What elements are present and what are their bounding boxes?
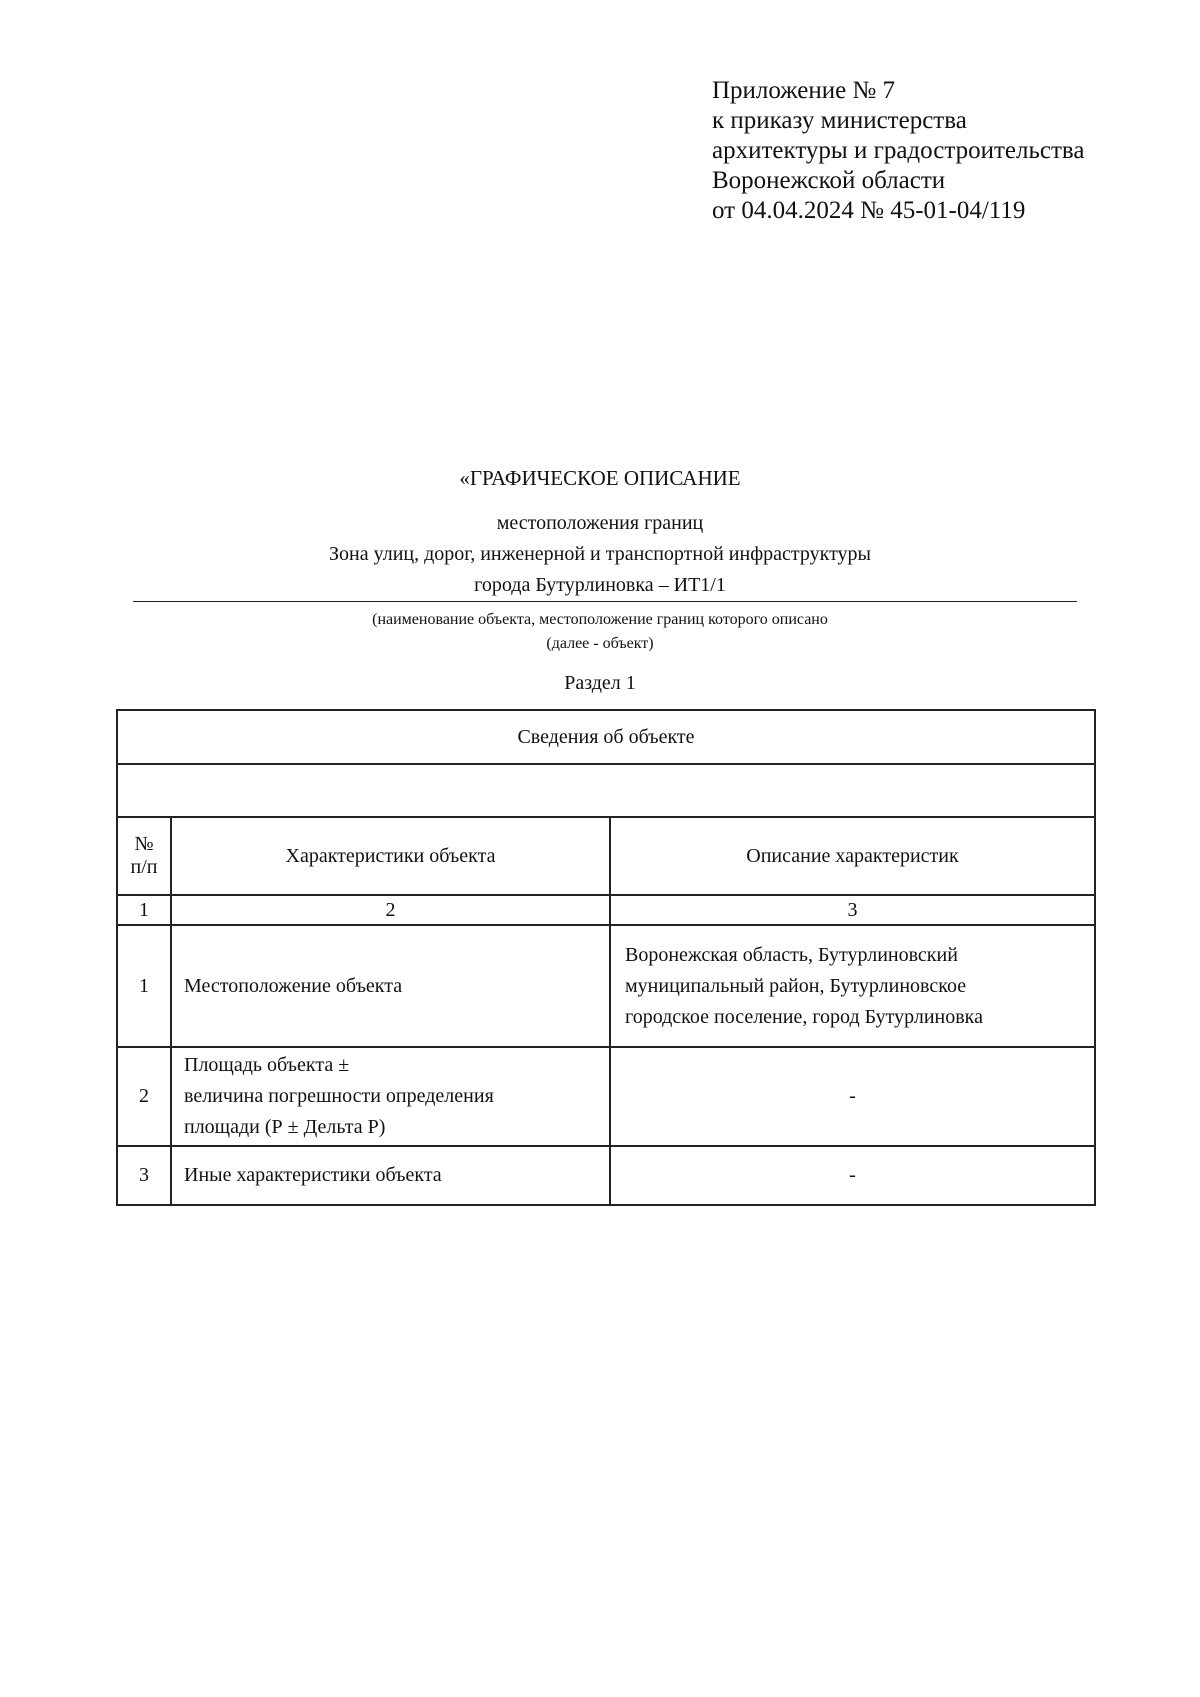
subtitle-line: города Бутурлиновка – ИТ1/1 — [474, 574, 726, 596]
header-num — [117, 817, 171, 895]
note-line: (наименование объекта, местоположение границ которого описано — [372, 611, 828, 628]
row-characteristic — [171, 1146, 610, 1205]
header-num-line: п/п — [130, 856, 158, 878]
header-num-line: № — [134, 833, 154, 855]
appendix-line: архитектуры и градостроительства — [712, 137, 1085, 164]
table-caption: Сведения об объекте — [117, 710, 1095, 764]
description-line: городское поселение, город Бутурлиновка — [625, 1005, 983, 1028]
row-description — [610, 1047, 1095, 1146]
row-number: 2 — [117, 1047, 171, 1146]
description-line: - — [849, 1085, 856, 1107]
characteristic-line: Местоположение объекта — [184, 974, 403, 997]
characteristic-line: Площадь объекта ± — [184, 1054, 350, 1076]
description-line: - — [849, 1164, 856, 1186]
column-index: 1 — [117, 895, 171, 925]
characteristic-line: Иные характеристики объекта — [184, 1164, 442, 1186]
section-heading: Раздел 1 — [564, 672, 636, 694]
appendix-line: к приказу министерства — [712, 107, 967, 134]
row-number: 1 — [117, 925, 171, 1047]
header-description: Описание характеристик — [610, 817, 1095, 895]
column-index-row — [117, 895, 1095, 925]
header-characteristics: Характеристики объекта — [171, 817, 610, 895]
document-title: «ГРАФИЧЕСКОЕ ОПИСАНИЕ — [459, 466, 741, 490]
characteristic-line: площади (Р ± Дельта Р) — [184, 1116, 386, 1138]
appendix-line: Приложение № 7 — [712, 77, 896, 104]
column-index: 3 — [610, 895, 1095, 925]
object-info-table — [116, 709, 1096, 1206]
table-caption-row — [117, 710, 1095, 764]
table-empty-row — [117, 764, 1095, 817]
note-line: (далее - объект) — [546, 635, 654, 652]
row-characteristic — [171, 925, 610, 1047]
characteristic-line: величина погрешности определения — [184, 1085, 494, 1107]
row-characteristic — [171, 1047, 610, 1146]
description-line: муниципальный район, Бутурлиновское — [625, 974, 967, 997]
empty-cell — [117, 764, 1095, 817]
appendix-line: от 04.04.2024 № 45-01-04/119 — [712, 197, 1026, 224]
table-row — [117, 1146, 1095, 1205]
appendix-line: Воронежской области — [712, 167, 946, 194]
table-header-row — [117, 817, 1095, 895]
object-name — [0, 508, 1200, 601]
subtitle-line: Зона улиц, дорог, инженерной и транспортной инфраструктуры — [329, 543, 871, 565]
row-description — [610, 1146, 1095, 1205]
underline-divider — [133, 601, 1077, 602]
object-name-note — [0, 608, 1200, 656]
row-description — [610, 925, 1095, 1047]
table-row — [117, 1047, 1095, 1146]
description-line: Воронежская область, Бутурлиновский — [625, 943, 958, 966]
table-row — [117, 925, 1095, 1047]
subtitle-line: местоположения границ — [496, 512, 704, 534]
column-index: 2 — [171, 895, 610, 925]
row-number: 3 — [117, 1146, 171, 1205]
appendix-header — [712, 76, 1084, 226]
